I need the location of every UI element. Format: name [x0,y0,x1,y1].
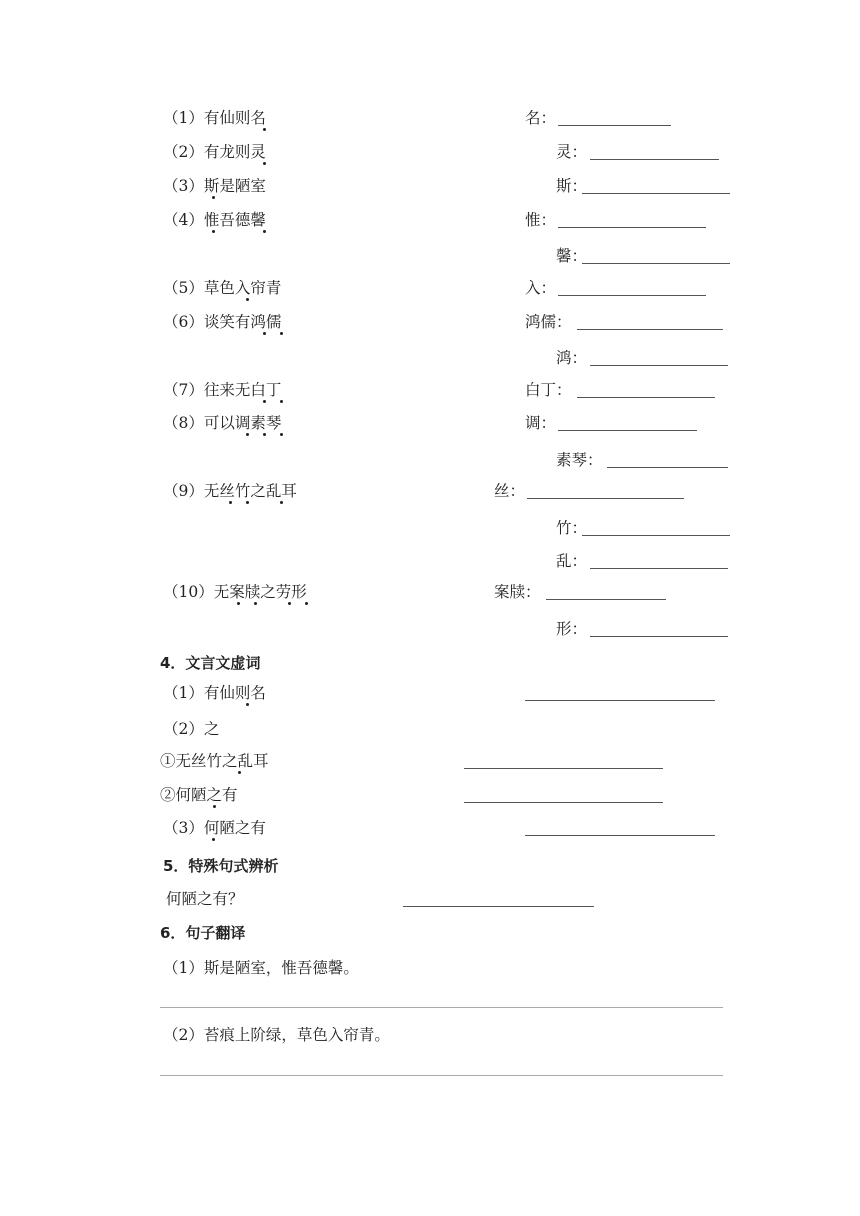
section-4-q2a-blank[interactable] [464,768,663,769]
emphasis-dot [280,400,283,403]
answer-label-6b: 鸿： [556,349,588,367]
answer-blank-10a[interactable] [546,599,666,600]
answer-label-7: 白丁： [525,381,572,399]
emphasis-dot [280,501,283,504]
question-9: （9）无丝竹之乱耳 [163,482,297,500]
emphasis-dot [246,298,249,301]
emphasis-dot [288,602,291,605]
section-4-q2b-blank[interactable] [464,802,663,803]
emphasis-dot [246,703,249,706]
answer-blank-8a[interactable] [558,430,697,431]
emphasis-dot [246,433,249,436]
section-6-q2-answer-line[interactable] [160,1075,723,1076]
emphasis-dot [238,771,241,774]
answer-label-9a: 丝： [494,482,526,500]
emphasis-dot [212,230,215,233]
question-2: （2）有龙则灵 [163,143,266,161]
section-4-heading: 4．文言文虚词 [160,654,261,672]
section-5-blank[interactable] [403,906,594,907]
section-6-q2: （2）苔痕上阶绿，草色入帘青。 [163,1026,390,1044]
emphasis-dot [263,230,266,233]
answer-blank-5[interactable] [558,295,706,296]
emphasis-dot [263,162,266,165]
answer-blank-6b[interactable] [590,365,728,366]
answer-blank-7[interactable] [577,397,715,398]
question-10: （10）无案牍之劳形 [163,583,307,601]
answer-label-5: 入： [525,279,557,297]
section-4-q3-blank[interactable] [525,835,715,836]
section-4-q2a: ①无丝竹之乱耳 [160,752,269,770]
emphasis-dot [213,805,216,808]
answer-label-4a: 惟： [525,211,557,229]
section-4-q2b: ②何陋之有 [160,786,238,804]
section-4-q1: （1）有仙则名 [163,684,266,702]
question-1: （1）有仙则名 [163,109,266,127]
question-8: （8）可以调素琴 [163,414,282,432]
emphasis-dot [280,433,283,436]
question-5: （5）草色入帘青 [163,279,282,297]
section-5-question: 何陋之有？ [166,890,244,908]
answer-blank-10b[interactable] [590,636,728,637]
section-4-q2: （2）之 [163,720,220,738]
emphasis-dot [280,332,283,335]
emphasis-dot [254,602,257,605]
answer-blank-9b[interactable] [582,535,730,536]
section-4-q3: （3）何陋之有 [163,819,266,837]
emphasis-dot [212,838,215,841]
answer-label-8a: 调： [525,414,557,432]
answer-label-1: 名： [525,109,557,127]
answer-label-6a: 鸿儒： [525,313,572,331]
answer-label-3: 斯： [556,177,588,195]
answer-blank-1[interactable] [558,125,671,126]
section-6-q1-answer-line[interactable] [160,1007,723,1008]
emphasis-dot [237,602,240,605]
answer-label-2: 灵： [556,143,588,161]
answer-label-10a: 案牍： [494,583,541,601]
answer-blank-6a[interactable] [577,329,723,330]
answer-label-8b: 素琴： [556,451,603,469]
answer-blank-8b[interactable] [607,467,728,468]
emphasis-dot [212,196,215,199]
answer-blank-4b[interactable] [582,263,730,264]
answer-blank-9a[interactable] [527,498,684,499]
answer-blank-9c[interactable] [590,568,728,569]
emphasis-dot [263,128,266,131]
answer-label-9b: 竹： [556,519,588,537]
question-4: （4）惟吾德馨 [163,211,266,229]
answer-blank-4a[interactable] [558,227,706,228]
answer-label-4b: 馨： [556,247,588,265]
answer-label-10b: 形： [556,620,588,638]
question-3: （3）斯是陋室 [163,177,266,195]
answer-blank-2[interactable] [590,159,719,160]
question-7: （7）往来无白丁 [163,381,282,399]
emphasis-dot [263,332,266,335]
answer-label-9c: 乱： [556,552,588,570]
emphasis-dot [246,501,249,504]
emphasis-dot [263,400,266,403]
section-6-q1: （1）斯是陋室，惟吾德馨。 [163,959,359,977]
emphasis-dot [229,501,232,504]
section-4-q1-blank[interactable] [525,700,715,701]
question-6: （6）谈笑有鸿儒 [163,313,282,331]
section-6-heading: 6．句子翻译 [160,924,246,942]
answer-blank-3[interactable] [582,193,730,194]
emphasis-dot [263,433,266,436]
emphasis-dot [305,602,308,605]
section-5-heading: 5．特殊句式辨析 [163,857,279,875]
